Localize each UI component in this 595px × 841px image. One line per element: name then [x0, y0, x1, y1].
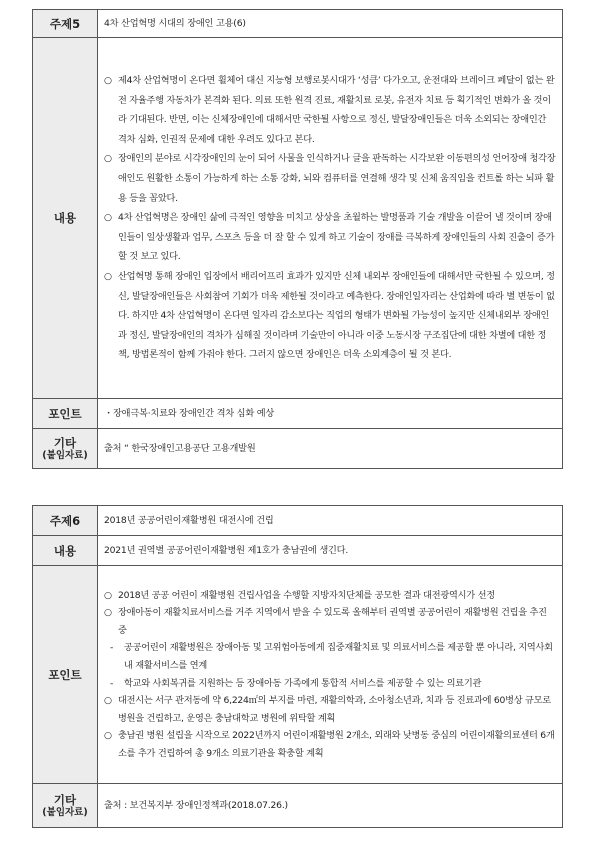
topic-title: 2018년 공공어린이재활병원 대전시에 건립	[98, 506, 563, 536]
source-text: 출처 : 보건복지부 장애인정책과(2018.07.26.)	[98, 784, 563, 828]
point-label: 포인트	[33, 399, 98, 429]
etc-label: 기타 (붙임자료)	[33, 429, 98, 469]
content-body	[98, 38, 563, 399]
point-text: ・장애극복·치료와 장애인간 격차 심화 예상	[98, 399, 563, 429]
content-text: 2021년 권역별 공공어린이재활병원 제1호가 충남권에 생긴다.	[98, 536, 563, 566]
content-label: 내용	[33, 38, 98, 399]
topic-6-table	[32, 505, 563, 828]
content-label: 내용	[33, 536, 98, 566]
point-subitem: - 학교와 사회복귀를 지원하는 등 장애아동 가족에게 통합적 서비스를 제공할 수 있는 의료기관	[110, 677, 482, 689]
point-label: 포인트	[33, 566, 98, 784]
etc-label: 기타 (붙임자료)	[33, 784, 98, 828]
topic-title: 4차 산업혁명 시대의 장애인 고용(6)	[98, 10, 563, 38]
content-item: ○ 산업혁명 통해 장애인 입장에서 배리어프리 효과가 있지만 신체 내외부 장애인들에 대해서만 국한될 수 있으며, 정신, 발달장애인들은 사회참여 기회가 더욱 제한될 것이라고 예측한다. 장애인일자리는 산업화에 따라 별 변동이 없다. 하지만 4차 산업혁명이 온다면 일자리 감소보다는 직업의 형태가 변화될 가능성이 높지만 신체내외부 장애인과 정신, 발달장애인의 격차가 심해질 것이라며 기술만이 아니라 이중 노동시장 구조집단에 대한 차별에 대한 정책, 방법론적이 함께 가줘야 한다. 그러지 않으면 장애인은 더욱 소외계층이 될 것 본다.	[104, 270, 555, 361]
topic-label: 주제5	[33, 10, 98, 38]
topic-label: 주제6	[33, 506, 98, 536]
source-text: 출처 “ 한국장애인고용공단 고용개발원	[98, 429, 563, 469]
content-item: ○ 장애인의 분야로 시각장애인의 눈이 되어 사물을 인식하거나 글을 판독하는 시각보완 이동편의성 언어장애 청각장애인도 원활한 소통이 가능하게 하는 소통 강화, 뇌와 컴퓨터를 연결해 생각 및 신체 움직임을 컨트롤 하는 뇌파 활용 등을 꼽았다.	[104, 153, 556, 204]
point-subitem: - 공공어린이 재활병원은 장애아동 및 고위험아동에게 집중재활치료 및 의료서비스를 제공할 뿐 아니라, 지역사회 내 재활서비스를 연계	[110, 642, 553, 671]
point-item: ○ 2018년 공공 어린이 재활병원 건립사업을 수행할 지방자치단체를 공모한 결과 대전광역시가 선정	[104, 589, 495, 601]
topic-5-table	[32, 9, 563, 469]
point-item: ○ 장애아동이 재활치료서비스를 거주 지역에서 받을 수 있도록 올해부터 권역별 공공어린이 재활병원 건립을 추진 중	[104, 607, 547, 636]
point-item: ○ 충남권 병원 설립을 시작으로 2022년까지 어린이재활병원 2개소, 외래와 낮병동 중심의 어린이재활의료센터 6개소를 추가 건립하여 총 9개소 의료기관을 확충할 계획	[104, 730, 555, 759]
point-body	[98, 566, 563, 784]
point-item: ○ 대전시는 서구 관저동에 약 6,224㎡의 부지를 마련, 재활의학과, 소아청소년과, 치과 등 진료과에 60병상 규모로 병원을 건립하고, 운영은 충남대학교 병원에 위탁할 계획	[104, 695, 551, 724]
content-item: ○ 제4차 산업혁명이 온다면 휠체어 대신 지능형 보행로봇시대가 ‘성큼’ 다가오고, 운전대와 브레이크 페달이 없는 완전 자율주행 자동차가 본격화 된다. 의료 또한 원격 진료, 재활치료 로봇, 유전자 치료 등 획기적인 변화가 올 것이라 기대된다. 반면, 이는 신체장애인에 대해서만 국한될 사항으로 정신, 발달장애인들은 더욱 소외되는 장애인간 격차 심화, 인권적 문제에 대한 우려도 있다고 본다.	[104, 75, 555, 145]
content-item: ○ 4차 산업혁명은 장애인 삶에 극적인 영향을 미치고 상상을 초월하는 발명품과 기술 개발을 이끌어 낼 것이며 장애인들이 일상생활과 업무, 스포츠 등을 더 잘 할 수 있게 하고 기술이 장애를 극복하게 장애인들의 사회 진출이 증가할 것 보고 있다.	[104, 212, 555, 263]
